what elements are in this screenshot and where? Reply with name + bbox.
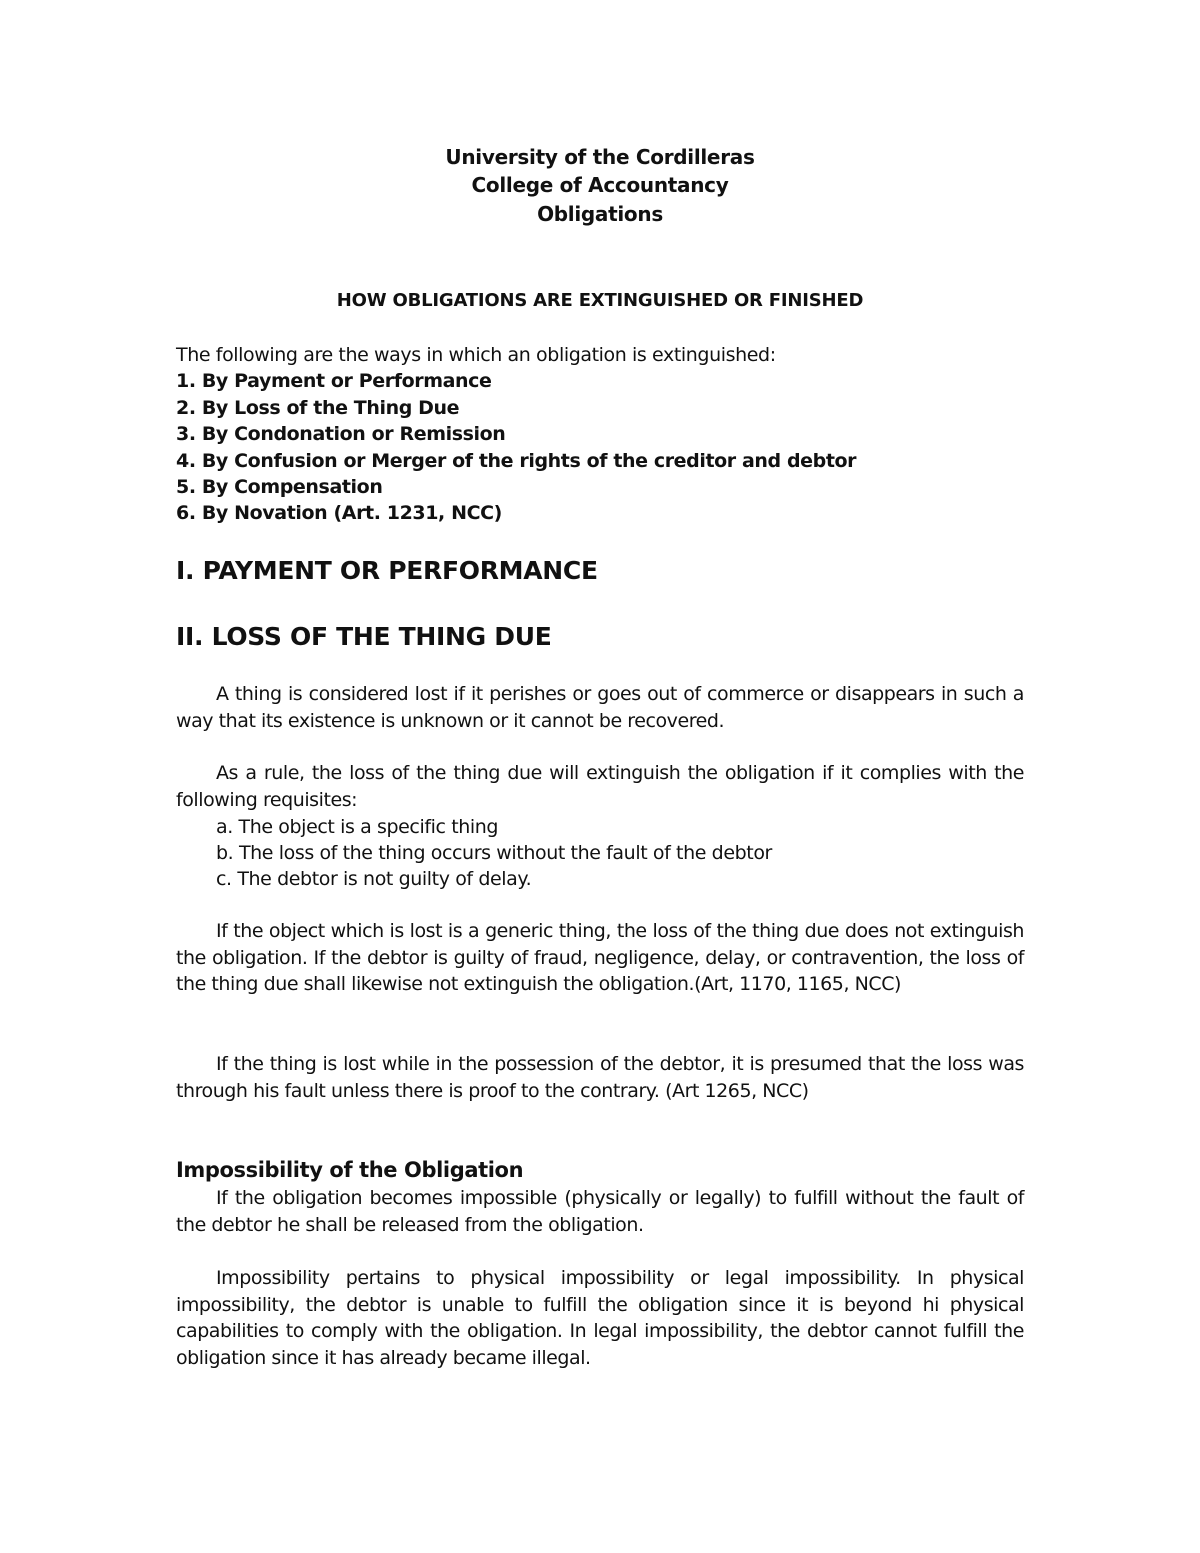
section-heading-payment: I. PAYMENT OR PERFORMANCE (176, 556, 598, 585)
loss-paragraph-4: If the thing is lost while in the possession of the debtor, it is presumed that the loss was through his fault unless there is proof to the contrary. (Art 1265, NCC) (176, 1053, 1024, 1102)
requisite-item: a. The object is a specific thing (216, 816, 499, 838)
impossibility-paragraph-2: Impossibility pertains to physical impossibility or legal impossibility. In physical impossibility, the debtor is unable to fulfill the obligation since it is beyond hi physical capabilities to comply with the obligation. In legal impossibility, the debtor cannot fulfill the obligation since it has already became illegal. (176, 1267, 1024, 1369)
subsection-heading-impossibility: Impossibility of the Obligation (176, 1158, 524, 1182)
university-name: University of the Cordilleras (445, 145, 755, 169)
ways-list-item: 3. By Condonation or Remission (176, 423, 506, 445)
ways-list-item: 6. By Novation (Art. 1231, NCC) (176, 502, 502, 524)
subject-name: Obligations (537, 202, 663, 226)
loss-paragraph-3: If the object which is lost is a generic thing, the loss of the thing due does not extinguish the obligation. If the debtor is guilty of fraud, negligence, delay, or contravention, the loss of the thing due shall likewise not extinguish the obligation.(Art, 1170, 1165, NCC) (176, 920, 1024, 995)
ways-list-item: 5. By Compensation (176, 476, 383, 498)
loss-paragraph-1: A thing is considered lost if it perishes or goes out of commerce or disappears in such a way that its existence is unknown or it cannot be recovered. (176, 683, 1024, 732)
requisite-item: c. The debtor is not guilty of delay. (216, 868, 532, 890)
loss-paragraph-2: As a rule, the loss of the thing due will extinguish the obligation if it complies with the following requisites: (176, 762, 1024, 811)
ways-list-item: 4. By Confusion or Merger of the rights of the creditor and debtor (176, 450, 857, 472)
ways-list-item: 1. By Payment or Performance (176, 370, 492, 392)
college-name: College of Accountancy (471, 173, 729, 197)
ways-list-item: 2. By Loss of the Thing Due (176, 397, 460, 419)
document-title: HOW OBLIGATIONS ARE EXTINGUISHED OR FINISHED (336, 290, 864, 311)
impossibility-paragraph-1: If the obligation becomes impossible (physically or legally) to fulfill without the fault of the debtor he shall be released from the obligation. (176, 1187, 1024, 1236)
intro-text: The following are the ways in which an obligation is extinguished: (176, 344, 776, 366)
requisite-item: b. The loss of the thing occurs without the fault of the debtor (216, 842, 772, 864)
section-heading-loss: II. LOSS OF THE THING DUE (176, 622, 552, 651)
